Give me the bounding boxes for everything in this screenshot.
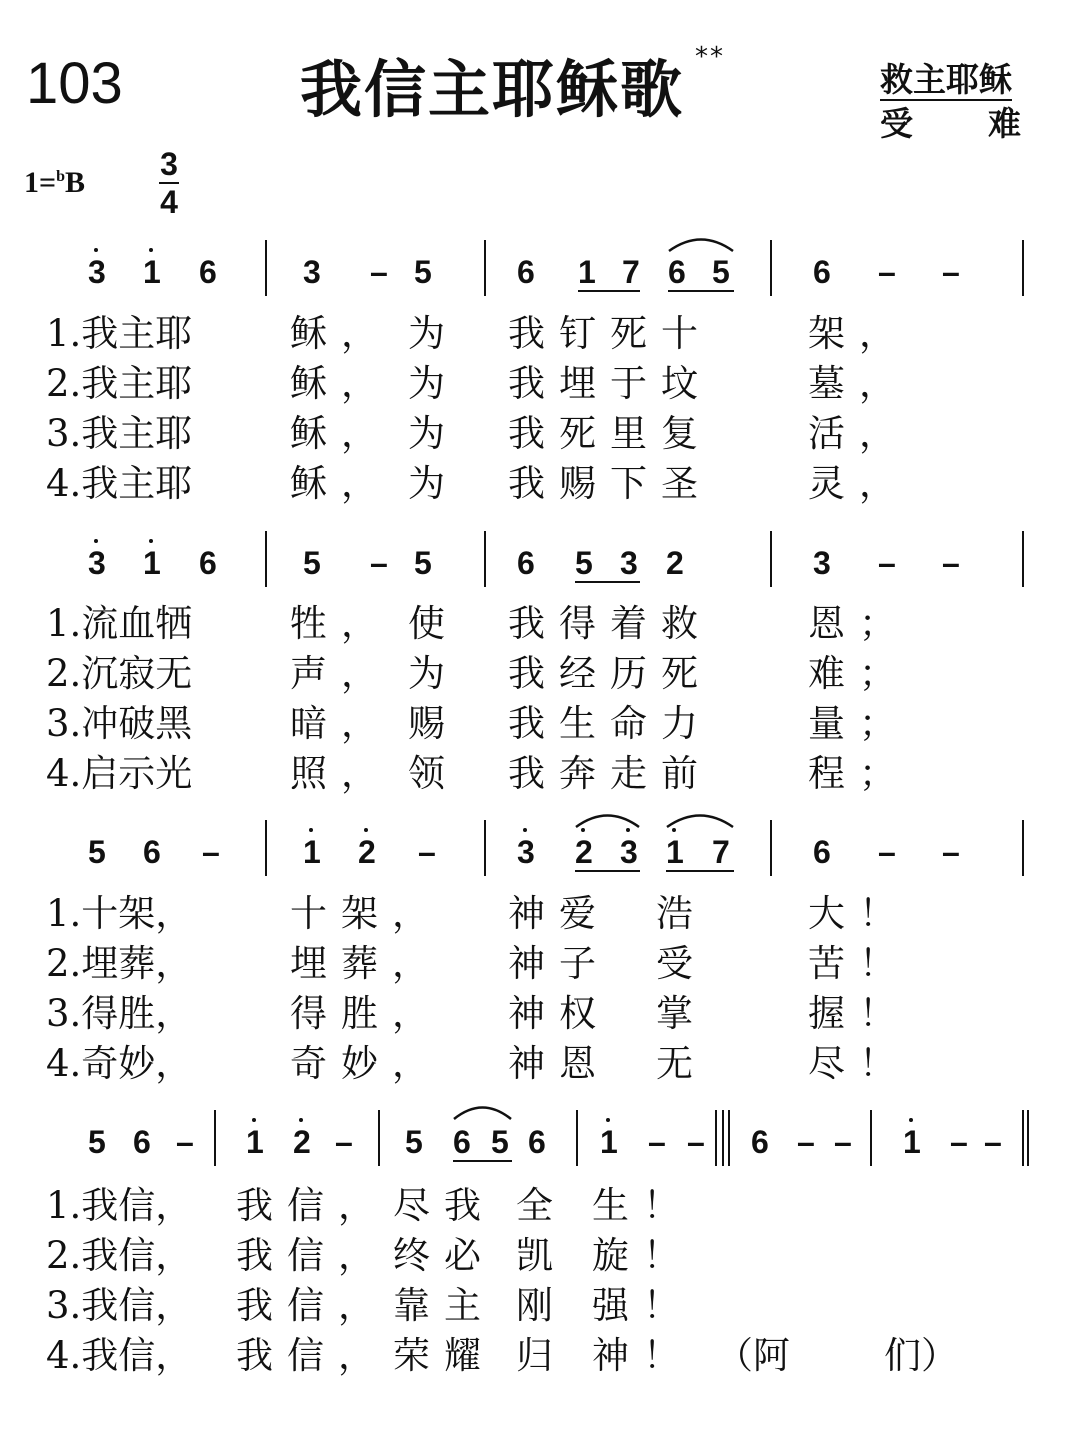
- eighth-underline: [666, 870, 734, 872]
- lyric-s2-v3-3: 我生命力: [508, 702, 712, 745]
- note-line4-10: 1: [600, 1124, 618, 1160]
- lyric-s4-v1-2: 尽我: [393, 1184, 495, 1227]
- lyric-s3-v3-1: 得胜，: [290, 992, 443, 1035]
- lyric-s1-v2-0: 2.我主耶: [46, 362, 193, 405]
- time-numerator: 3: [160, 146, 178, 182]
- lyric-s3-v2-0: 2.埋葬，: [46, 942, 193, 985]
- barline: [715, 1110, 717, 1166]
- lyric-s2-v1-3: 我得着救: [508, 602, 712, 645]
- note-line3-10: 7: [712, 834, 730, 870]
- lyric-s2-v1-0: 1.流血牺: [46, 602, 193, 645]
- note-line3-0: 5: [88, 834, 106, 870]
- lyric-s1-v2-2: 为: [408, 362, 459, 405]
- note-line1-3: 3: [303, 254, 321, 290]
- lyric-s4-v2-3: 凯: [516, 1234, 567, 1277]
- note-line4-0: 5: [88, 1124, 106, 1160]
- note-line1-12: –: [878, 254, 896, 290]
- note-line2-6: 6: [517, 545, 535, 581]
- lyric-s1-v1-2: 为: [408, 312, 459, 355]
- lyric-s3-v4-2: 神恩: [508, 1042, 610, 1085]
- lyric-s4-v4-3: 归: [516, 1334, 567, 1377]
- note-line2-4: –: [370, 545, 388, 581]
- lyric-s1-v2-4: 墓，: [808, 362, 910, 405]
- key-prefix: 1=: [24, 166, 57, 199]
- note-line1-7: 1: [578, 254, 596, 290]
- barline: [770, 820, 772, 876]
- lyric-s4-v1-3: 全: [516, 1184, 567, 1227]
- note-line2-3: 5: [303, 545, 321, 581]
- time-denominator: 4: [160, 184, 178, 220]
- category-subcategory-second: 难: [988, 104, 1021, 143]
- octave-dot: [626, 828, 630, 832]
- note-line2-12: –: [942, 545, 960, 581]
- note-line2-7: 5: [575, 545, 593, 581]
- octave-dot: [94, 248, 98, 252]
- key-signature: [24, 166, 85, 200]
- note-line1-2: 6: [199, 254, 217, 290]
- slur-arc: [453, 1104, 512, 1120]
- note-line1-11: 6: [813, 254, 831, 290]
- note-line4-16: 1: [903, 1124, 921, 1160]
- note-line2-5: 5: [414, 545, 432, 581]
- lyric-s4-v4-1: 我信，: [236, 1334, 389, 1377]
- octave-dot: [299, 1118, 303, 1122]
- lyric-s4-v3-0: 3.我信，: [46, 1284, 193, 1327]
- lyric-s2-v1-4: 恩；: [808, 602, 910, 645]
- note-line3-5: –: [418, 834, 436, 870]
- amen-open: （阿: [716, 1334, 790, 1377]
- note-line3-11: 6: [813, 834, 831, 870]
- lyric-s4-v2-1: 我信，: [236, 1234, 389, 1277]
- lyric-s1-v3-3: 我死里复: [508, 412, 712, 455]
- note-line4-12: –: [687, 1124, 705, 1160]
- octave-dot: [672, 828, 676, 832]
- octave-dot: [606, 1118, 610, 1122]
- octave-dot: [149, 539, 153, 543]
- lyric-s1-v2-3: 我埋于坟: [508, 362, 712, 405]
- octave-dot: [252, 1118, 256, 1122]
- final-barline: [1027, 1110, 1029, 1166]
- key-flat: b: [56, 168, 66, 185]
- lyric-s2-v2-2: 为: [408, 652, 459, 695]
- lyric-s3-v1-2: 神爱: [508, 892, 610, 935]
- barline: [484, 820, 486, 876]
- lyric-s4-v1-1: 我信，: [236, 1184, 389, 1227]
- lyric-s3-v1-1: 十架，: [290, 892, 443, 935]
- lyric-s3-v1-0: 1.十架，: [46, 892, 193, 935]
- lyric-s1-v3-4: 活，: [808, 412, 910, 455]
- lyric-s3-v3-0: 3.得胜，: [46, 992, 193, 1035]
- lyric-s4-v4-2: 荣耀: [393, 1334, 495, 1377]
- note-line2-10: 3: [813, 545, 831, 581]
- barline: [576, 1110, 578, 1166]
- note-line2-2: 6: [199, 545, 217, 581]
- note-line2-0: 3: [88, 545, 106, 581]
- eighth-underline: [453, 1160, 512, 1162]
- double-barline: [722, 1110, 724, 1166]
- note-line3-6: 3: [517, 834, 535, 870]
- lyric-s1-v4-4: 灵，: [808, 462, 910, 505]
- lyric-s4-v2-0: 2.我信，: [46, 1234, 193, 1277]
- title-footnote-mark: **: [695, 42, 725, 72]
- note-line3-7: 2: [575, 834, 593, 870]
- lyric-s2-v3-2: 赐: [408, 702, 459, 745]
- lyric-s3-v4-0: 4.奇妙，: [46, 1042, 193, 1085]
- lyric-s1-v4-2: 为: [408, 462, 459, 505]
- barline: [484, 531, 486, 587]
- barline: [770, 240, 772, 296]
- lyric-s3-v3-3: 掌: [656, 992, 707, 1035]
- octave-dot: [909, 1118, 913, 1122]
- lyric-s1-v4-0: 4.我主耶: [46, 462, 193, 505]
- note-line4-18: –: [984, 1124, 1002, 1160]
- note-line4-2: –: [176, 1124, 194, 1160]
- octave-dot: [364, 828, 368, 832]
- lyric-s4-v2-4: 旋！: [592, 1234, 694, 1277]
- note-line1-0: 3: [88, 254, 106, 290]
- note-line1-9: 6: [668, 254, 686, 290]
- lyric-s1-v4-1: 稣，: [290, 462, 392, 505]
- barline: [265, 531, 267, 587]
- note-line4-15: –: [834, 1124, 852, 1160]
- octave-dot: [94, 539, 98, 543]
- eighth-underline: [578, 290, 640, 292]
- lyric-s1-v2-1: 稣，: [290, 362, 392, 405]
- eighth-underline: [668, 290, 734, 292]
- note-line1-1: 1: [143, 254, 161, 290]
- lyric-s4-v3-3: 刚: [516, 1284, 567, 1327]
- note-line2-11: –: [878, 545, 896, 581]
- note-line3-4: 2: [358, 834, 376, 870]
- octave-dot: [523, 828, 527, 832]
- lyric-s1-v1-3: 我钉死十: [508, 312, 712, 355]
- note-line4-14: –: [797, 1124, 815, 1160]
- note-line2-9: 2: [666, 545, 684, 581]
- barline: [265, 820, 267, 876]
- note-line4-8: 5: [491, 1124, 509, 1160]
- lyric-s4-v4-4: 神！: [592, 1334, 694, 1377]
- note-line3-9: 1: [666, 834, 684, 870]
- barline: [1022, 531, 1024, 587]
- lyric-s4-v1-0: 1.我信，: [46, 1184, 193, 1227]
- lyric-s4-v3-2: 靠主: [393, 1284, 495, 1327]
- lyric-s4-v4-0: 4.我信，: [46, 1334, 193, 1377]
- note-line4-3: 1: [246, 1124, 264, 1160]
- lyric-s2-v4-2: 领: [408, 752, 459, 795]
- note-line2-8: 3: [620, 545, 638, 581]
- note-line4-5: –: [335, 1124, 353, 1160]
- lyric-s3-v2-3: 受: [656, 942, 707, 985]
- octave-dot: [309, 828, 313, 832]
- lyric-s3-v3-4: 握！: [808, 992, 910, 1035]
- note-line4-7: 6: [453, 1124, 471, 1160]
- note-line4-1: 6: [133, 1124, 151, 1160]
- note-line1-8: 7: [622, 254, 640, 290]
- lyric-s1-v3-1: 稣，: [290, 412, 392, 455]
- lyric-s2-v3-0: 3.冲破黑: [46, 702, 193, 745]
- note-line3-1: 6: [143, 834, 161, 870]
- note-line4-6: 5: [405, 1124, 423, 1160]
- lyric-s2-v2-4: 难；: [808, 652, 910, 695]
- lyric-s3-v4-3: 无: [656, 1042, 707, 1085]
- lyric-s2-v4-4: 程；: [808, 752, 910, 795]
- category-line-1: 救主耶稣: [880, 60, 1012, 99]
- lyric-s4-v2-2: 终必: [393, 1234, 495, 1277]
- note-line4-17: –: [950, 1124, 968, 1160]
- note-line4-11: –: [648, 1124, 666, 1160]
- note-line1-5: 5: [414, 254, 432, 290]
- octave-dot: [581, 828, 585, 832]
- note-line2-1: 1: [143, 545, 161, 581]
- barline: [214, 1110, 216, 1166]
- note-line3-8: 3: [620, 834, 638, 870]
- lyric-s2-v3-4: 量；: [808, 702, 910, 745]
- lyric-s3-v1-3: 浩: [656, 892, 707, 935]
- lyric-s4-v3-4: 强！: [592, 1284, 694, 1327]
- note-line1-6: 6: [517, 254, 535, 290]
- barline: [484, 240, 486, 296]
- hymn-title: 我信主耶稣歌: [300, 53, 685, 126]
- lyric-s2-v1-1: 牲，: [290, 602, 392, 645]
- lyric-s2-v4-3: 我奔走前: [508, 752, 712, 795]
- lyric-s1-v1-0: 1.我主耶: [46, 312, 193, 355]
- note-line3-2: –: [202, 834, 220, 870]
- note-line3-3: 1: [303, 834, 321, 870]
- lyric-s2-v2-1: 声，: [290, 652, 392, 695]
- lyric-s2-v1-2: 使: [408, 602, 459, 645]
- barline: [265, 240, 267, 296]
- lyric-s3-v2-4: 苦！: [808, 942, 910, 985]
- eighth-underline: [575, 870, 640, 872]
- lyric-s3-v3-2: 神权: [508, 992, 610, 1035]
- note-line1-4: –: [370, 254, 388, 290]
- barline: [1022, 820, 1024, 876]
- slur-arc: [668, 236, 734, 252]
- lyric-s4-v3-1: 我信，: [236, 1284, 389, 1327]
- lyric-s2-v4-0: 4.启示光: [46, 752, 193, 795]
- barline: [770, 531, 772, 587]
- lyric-s1-v1-1: 稣，: [290, 312, 392, 355]
- key-note: B: [65, 166, 86, 199]
- lyric-s3-v2-1: 埋葬，: [290, 942, 443, 985]
- barline: [1022, 240, 1024, 296]
- lyric-s1-v3-0: 3.我主耶: [46, 412, 193, 455]
- note-line3-12: –: [878, 834, 896, 870]
- lyric-s1-v1-4: 架，: [808, 312, 910, 355]
- time-signature: [157, 146, 181, 220]
- lyric-s2-v4-1: 照，: [290, 752, 392, 795]
- amen-close: 们）: [884, 1334, 958, 1377]
- lyric-s2-v3-1: 暗，: [290, 702, 392, 745]
- lyric-s2-v2-3: 我经历死: [508, 652, 712, 695]
- lyric-s3-v2-2: 神子: [508, 942, 610, 985]
- final-barline: [1022, 1110, 1024, 1166]
- note-line4-9: 6: [528, 1124, 546, 1160]
- lyric-s3-v1-4: 大！: [808, 892, 910, 935]
- lyric-s3-v4-4: 尽！: [808, 1042, 910, 1085]
- double-barline: [728, 1110, 730, 1166]
- note-line1-10: 5: [712, 254, 730, 290]
- category-subcategory-first: 受: [880, 104, 913, 143]
- barline: [870, 1110, 872, 1166]
- note-line4-4: 2: [293, 1124, 311, 1160]
- lyric-s2-v2-0: 2.沉寂无: [46, 652, 193, 695]
- lyric-s3-v4-1: 奇妙，: [290, 1042, 443, 1085]
- slur-arc: [666, 812, 734, 828]
- eighth-underline: [575, 581, 640, 583]
- lyric-s1-v3-2: 为: [408, 412, 459, 455]
- note-line3-13: –: [942, 834, 960, 870]
- hymn-number: 103: [26, 51, 123, 116]
- barline: [378, 1110, 380, 1166]
- lyric-s4-v1-4: 生！: [592, 1184, 694, 1227]
- lyric-s1-v4-3: 我赐下圣: [508, 462, 712, 505]
- slur-arc: [575, 812, 640, 828]
- category-label: [880, 54, 1012, 101]
- note-line4-13: 6: [751, 1124, 769, 1160]
- octave-dot: [149, 248, 153, 252]
- note-line1-13: –: [942, 254, 960, 290]
